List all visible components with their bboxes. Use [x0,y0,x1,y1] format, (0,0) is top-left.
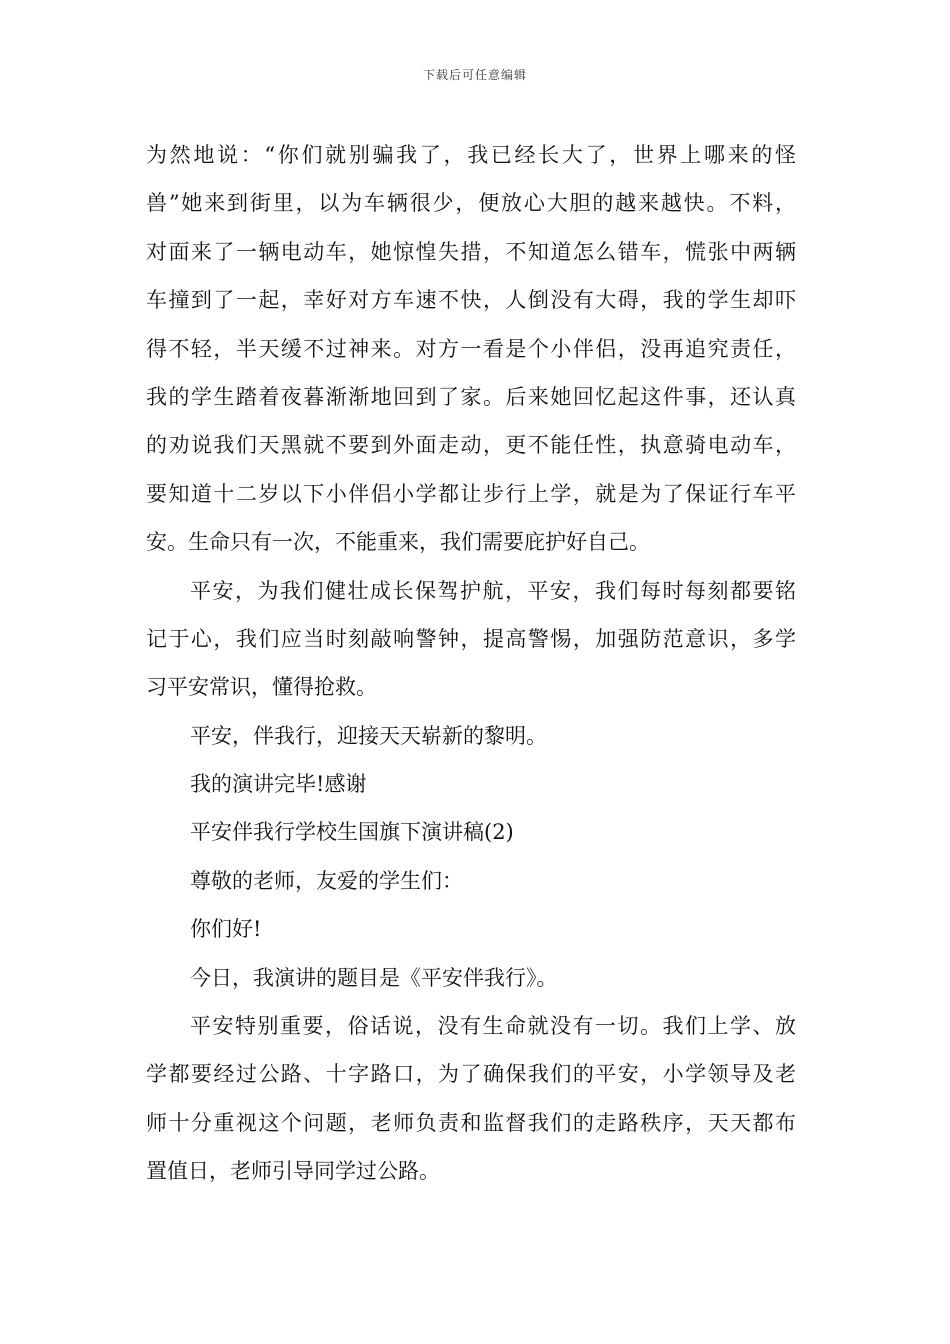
text-line: 今日，我演讲的题目是《平安伴我行》。 [190,965,558,990]
text-line: 我的演讲完毕!感谢 [190,772,367,797]
text-line: 学都要经过公路、十字路口，为了确保我们的平安，小学领导及老 [146,1062,796,1087]
page-header: 下载后可任意编辑 [422,68,527,82]
text-line: 习平安常识，懂得抢救。 [146,675,377,700]
text-line: 兽”她来到街里，以为车辆很少，便放心大胆的越来越快。不料， [146,191,796,216]
text-line: 我的学生踏着夜暮渐渐地回到了家。后来她回忆起这件事，还认真 [146,384,796,409]
text-line: 平安特别重要，俗话说，没有生命就没有一切。我们上学、放 [190,1014,796,1039]
text-line: 平安，伴我行，迎接天天崭新的黎明。 [190,723,547,748]
text-line: 记于心，我们应当时刻敲响警钟，提高警惕，加强防范意识，多学 [146,626,796,651]
text-line: 平安，为我们健壮成长保驾护航，平安，我们每时每刻都要铭 [190,578,796,603]
text-line: 得不轻，半天缓不过神来。对方一看是个小伴侣，没再追究责任， [146,336,796,361]
text-line: 平安伴我行学校生国旗下演讲稿(2) [190,820,514,845]
text-line: 安。生命只有一次，不能重来，我们需要庇护好自己。 [146,530,650,555]
text-line: 为然地说：“你们就别骗我了，我已经长大了，世界上哪来的怪 [146,143,796,167]
text-line: 你们好! [190,917,262,942]
text-line: 的劝说我们天黑就不要到外面走动，更不能任性，执意骑电动车， [146,433,796,458]
document-body [146,131,796,1196]
text-line: 置值日，老师引导同学过公路。 [146,1159,440,1184]
text-line: 车撞到了一起，幸好对方车速不快，人倒没有大碍，我的学生却吓 [146,288,796,313]
text-line: 对面来了一辆电动车，她惊惶失措，不知道怎么错车，慌张中两辆 [146,239,796,264]
text-line: 要知道十二岁以下小伴侣小学都让步行上学，就是为了保证行车平 [146,481,796,506]
text-line: 尊敬的老师，友爱的学生们： [190,868,463,893]
text-line: 师十分重视这个问题，老师负责和监督我们的走路秩序，天天都布 [146,1110,796,1135]
